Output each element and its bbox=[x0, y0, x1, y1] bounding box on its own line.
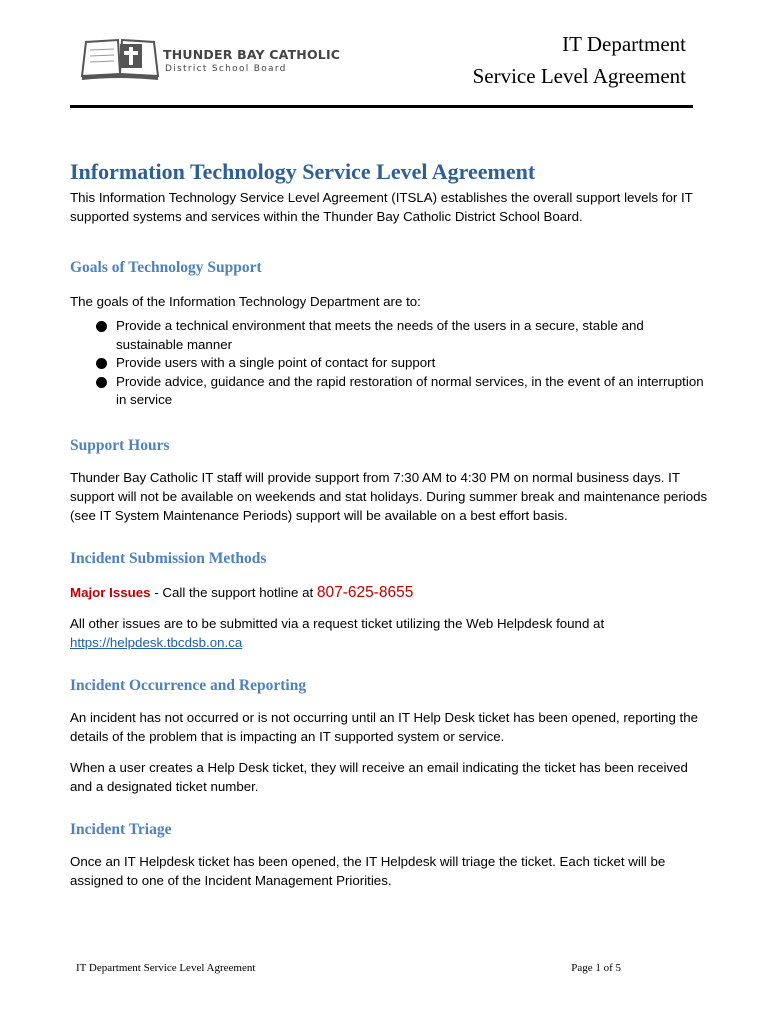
header-title-line1: IT Department bbox=[562, 32, 686, 56]
triage-paragraph: Once an IT Helpdesk ticket has been opened, the IT Helpdesk will triage the ticket. Each ticket will be assigned to one of the Incident Management Priorities. bbox=[70, 853, 666, 888]
org-subtitle: District School Board bbox=[165, 64, 287, 74]
list-item: Provide users with a single point of contact for support bbox=[70, 354, 710, 373]
footer-document-title: IT Department Service Level Agreement bbox=[76, 962, 256, 974]
support-hotline-number[interactable]: 807-625-8655 bbox=[316, 583, 414, 601]
bullet-icon bbox=[96, 358, 107, 369]
support-hours-paragraph: Thunder Bay Catholic IT staff will provide support from 7:30 AM to 4:30 PM on normal business days. IT support will not be available on weekends and stat holidays. During summer break and maintenance periods (see IT System Maintenance Periods) support will be available on a best effort basis. bbox=[70, 469, 708, 523]
goals-heading: Goals of Technology Support bbox=[70, 259, 262, 276]
goals-lead: The goals of the Information Technology Department are to: bbox=[70, 294, 421, 309]
header-divider bbox=[70, 105, 693, 108]
bullet-icon bbox=[96, 377, 107, 388]
header-title-line2: Service Level Agreement bbox=[472, 64, 686, 88]
footer-page-number: Page 1 of 5 bbox=[571, 962, 621, 974]
helpdesk-line bbox=[70, 633, 710, 652]
list-item: Provide advice, guidance and the rapid restoration of normal services, in the event of an interruption in service bbox=[70, 373, 710, 410]
major-issues-text: - Call the support hotline at bbox=[150, 584, 317, 600]
bullet-icon bbox=[96, 321, 107, 332]
occurrence-paragraph-2: When a user creates a Help Desk ticket, they will receive an email indicating the ticket has been received and a designated ticket number. bbox=[70, 759, 688, 794]
intro-paragraph: This Information Technology Service Level Agreement (ITSLA) establishes the overall support levels for IT supported systems and services within the Thunder Bay Catholic District School Board. bbox=[70, 190, 693, 224]
org-name: THUNDER BAY CATHOLIC bbox=[163, 47, 341, 62]
major-issues-label: Major Issues bbox=[70, 584, 151, 600]
page-title: Information Technology Service Level Agreement bbox=[70, 159, 536, 184]
helpdesk-link[interactable]: https://helpdesk.tbcdsb.on.ca bbox=[70, 634, 243, 650]
major-issues-line bbox=[70, 583, 710, 602]
support-hours-heading: Support Hours bbox=[70, 436, 170, 454]
list-item: Provide a technical environment that meets the needs of the users in a secure, stable and sustainable manner bbox=[70, 317, 710, 354]
other-issues-text: All other issues are to be submitted via a request ticket utilizing the Web Helpdesk found at bbox=[70, 615, 605, 631]
goals-list bbox=[70, 317, 710, 410]
submission-heading: Incident Submission Methods bbox=[70, 549, 267, 567]
triage-heading: Incident Triage bbox=[70, 820, 172, 838]
occurrence-paragraph-1: An incident has not occurred or is not occurring until an IT Help Desk ticket has been opened, reporting the details of the problem that is impacting an IT supported system or service. bbox=[70, 709, 699, 744]
occurrence-heading: Incident Occurrence and Reporting bbox=[70, 676, 307, 694]
document-body bbox=[70, 157, 710, 890]
